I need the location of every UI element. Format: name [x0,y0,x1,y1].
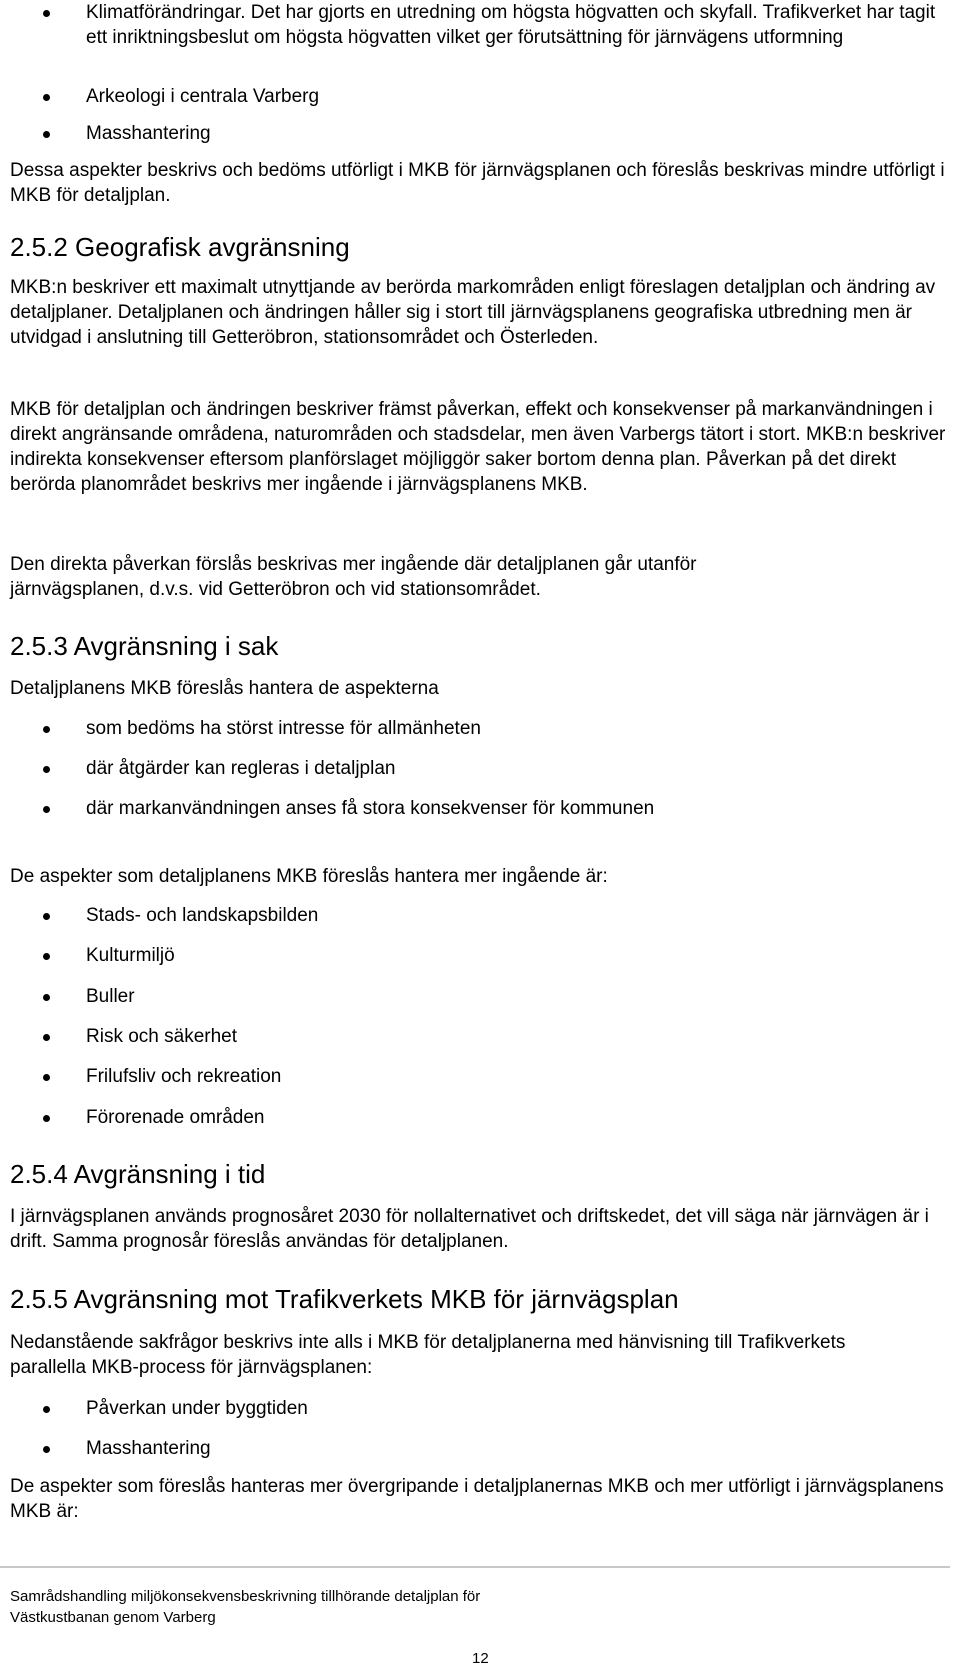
footer-line: Samrådshandling miljökonsekvensbeskrivning tillhörande detaljplan för [10,1588,481,1605]
list-item: Arkeologi i centrala Varberg [10,84,950,109]
list-item: där åtgärder kan regleras i detaljplan [10,756,950,781]
bullet-icon [43,953,50,960]
paragraph: MKB för detaljplan och ändringen beskriver främst påverkan, effekt och konsekvenser på markanvändningen i direkt angränsande områdena, naturområden och stadsdelar, men även Varbergs tätort i stort. MKB:n beskriver indirekta konsekvenser eftersom planförslaget möjliggör saker bortom denna plan. Påverkan på det direkt berörda planområdet beskrivs mer ingående i järnvägsplanens MKB. [10,399,946,495]
bullet-icon [43,131,50,138]
paragraph: De aspekter som föreslås hanteras mer övergripande i detaljplanernas MKB och mer utförligt i järnvägsplanens MKB är: [10,1476,944,1522]
paragraph: MKB:n beskriver ett maximalt utnyttjande av berörda markområden enligt föreslagen detaljplan och ändring av detaljplaner. Detaljplanen och ändringen håller sig i stort till järnvägsplanens geografiska utbredning men är utvidgad i anslutning till Getteröbron, stationsområdet och Österleden. [10,277,936,348]
list-item: Förorenade områden [10,1105,950,1130]
bullet-icon [43,726,50,733]
list-item: Masshantering [10,121,950,146]
bullet-icon [43,994,50,1001]
bullet-icon [43,766,50,773]
bullet-icon [43,94,50,101]
list-item: Kulturmiljö [10,943,950,968]
list-item: Risk och säkerhet [10,1024,950,1049]
footer [10,1586,710,1628]
bullet-icon [43,806,50,813]
section-heading-sak: 2.5.3 Avgränsning i sak [10,631,279,661]
page-number: 12 [472,1650,489,1667]
paragraph: Detaljplanens MKB föreslås hantera de aspekterna [10,678,439,699]
bullet-icon [43,1406,50,1413]
paragraph: I järnvägsplanen används prognosåret 2030 för nollalternativet och driftskedet, det vill säga när järnvägen är i drift. Samma prognosår föreslås användas för detaljplanen. [10,1206,929,1252]
list-item: som bedöms ha störst intresse för allmänheten [10,716,950,741]
list-item: Buller [10,984,950,1009]
list-item: Påverkan under byggtiden [10,1396,950,1421]
list-item: Frilufsliv och rekreation [10,1064,950,1089]
bullet-icon [43,1446,50,1453]
paragraph: De aspekter som detaljplanens MKB föreslås hantera mer ingående är: [10,866,608,887]
section-heading-trafikverket: 2.5.5 Avgränsning mot Trafikverkets MKB för järnvägsplan [10,1284,679,1314]
bullet-icon [43,1115,50,1122]
list-item: där markanvändningen anses få stora konsekvenser för kommunen [10,796,950,821]
section-heading-geografisk: 2.5.2 Geografisk avgränsning [10,232,350,262]
footer-line: Västkustbanan genom Varberg [10,1609,216,1626]
list-item: Masshantering [10,1436,950,1461]
bullet-icon [43,10,50,17]
section-heading-tid: 2.5.4 Avgränsning i tid [10,1159,266,1189]
bullet-icon [43,1074,50,1081]
list-item: Stads- och landskapsbilden [10,903,950,928]
bullet-icon [43,913,50,920]
bullet-icon [43,1034,50,1041]
paragraph: Nedanstående sakfrågor beskrivs inte alls i MKB för detaljplanerna med hänvisning till Trafikverkets parallella MKB-process för järnvägsplanen: [10,1332,846,1378]
list-item: Klimatförändringar. Det har gjorts en utredning om högsta högvatten och skyfall. Trafikverket har tagit ett inriktningsbeslut om högsta högvatten vilket ger förutsättning för järnvägens utformning [10,0,950,50]
intro-paragraph: Dessa aspekter beskrivs och bedöms utförligt i MKB för järnvägsplanen och föreslås beskrivas mindre utförligt i MKB för detaljplan. [10,160,945,206]
paragraph: Den direkta påverkan förslås beskrivas mer ingående där detaljplanen går utanför järnvägsplanen, d.v.s. vid Getteröbron och vid stationsområdet. [10,554,697,600]
footer-divider [0,1566,950,1568]
